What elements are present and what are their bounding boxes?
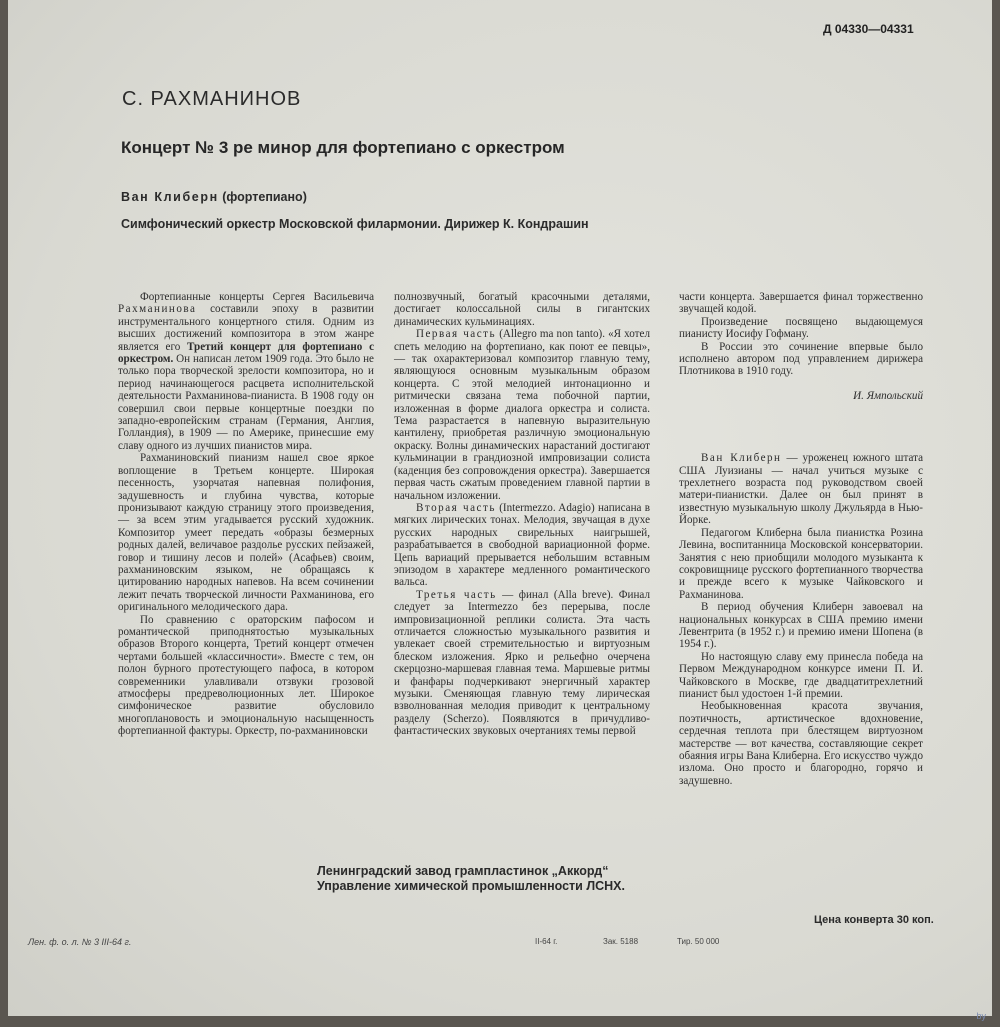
orchestra-line: Симфонический оркестр Московской филармонии. Дирижер К. Кондрашин bbox=[121, 217, 589, 231]
notes-text: Он написан летом 1909 года. Это было не только пора творческой зрелости композитора, но и период начинающегося расцвета исполнительской деятельности Рахманинова-пианиста. В 1908 году он совершил свои первые концертные поездки по западно-европейским странам (Германия, Англия, Голландия), в 1909 — по Америке, принесшие ему славу одного из лучших пианистов мира. bbox=[118, 353, 374, 452]
print-run: Тир. 50 000 bbox=[677, 937, 720, 946]
manufacturer-name: Ленинградский завод грампластинок „Аккорд“ bbox=[317, 864, 609, 878]
soloist-role: (фортепиано) bbox=[222, 190, 307, 204]
print-license: Лен. ф. о. л. № 3 III-64 г. bbox=[28, 937, 132, 947]
composer-spaced-name: Рахманинова bbox=[118, 303, 197, 316]
notes-text: составили эпоху в развитии инструментального концертного стиля. Одним из высших достижений композитора в этом жанре является его bbox=[118, 303, 374, 353]
sleeve-price: Цена конверта 30 коп. bbox=[814, 914, 934, 926]
performer-spaced-name: Ван Клиберн bbox=[701, 452, 782, 465]
manufacturer-authority: Управление химической промышленности ЛСНХ. bbox=[317, 879, 625, 893]
notes-column-2 bbox=[394, 291, 650, 738]
manufacturer-block bbox=[317, 864, 625, 894]
notes-text: — финал (Alla breve). Финал следует за Intermezzo без перерыва, после импровизационной реплики солиста. Эта часть отличается сложностью музыкального развития и увлекает своей стремительностью и виртуозным блеском изложения. Ярко и рельефно очерчена скерцозно-маршевая главная тема. Маршевые ритмы и фанфары подчеркивают энергичный характер музыки. Сменяющая главную тему лирическая взволнованная мелодия приводит к центральному разделу (Scherzo). Появляются в причудливо-фантастических звуковых очертаниях темы первой bbox=[394, 588, 650, 738]
notes-paragraph bbox=[394, 502, 650, 589]
watermark: by bbox=[976, 1011, 986, 1021]
author-signature: И. Ямпольский bbox=[853, 389, 923, 402]
composer-name: С. РАХМАНИНОВ bbox=[122, 88, 302, 110]
notes-paragraph bbox=[394, 328, 650, 502]
notes-paragraph bbox=[679, 452, 923, 526]
notes-paragraph: Необыкновенная красота звучания, поэтичность, артистическое вдохновение, сердечная теплота при блестящем виртуозном мастерстве — вот качества, составляющие секрет обаяния игры Вана Клиберна. Его искусство чуждо излома. Оно просто и благородно, горячо и задушевно. bbox=[679, 700, 923, 787]
soloist-line bbox=[121, 190, 307, 204]
notes-paragraph bbox=[118, 291, 374, 452]
notes-paragraph: В период обучения Клиберн завоевал на национальных конкурсах в США премию имени Левентрита (в 1952 г.) и премию имени Шопена (в 1954 г.). bbox=[679, 601, 923, 651]
notes-paragraph: Произведение посвящено выдающемуся пианисту Иосифу Гофману. bbox=[679, 315, 923, 341]
catalog-number: Д 04330—04331 bbox=[823, 22, 914, 36]
notes-text: — уроженец южного штата США Луизианы — начал учиться музыке с трехлетнего возраста под руководством своей матери-пианистки. Далее он был принят в известную музыкальную школу Джульярда в Нью-Йорке. bbox=[679, 452, 924, 527]
notes-paragraph: части концерта. Завершается финал торжественно звучащей кодой. bbox=[679, 291, 923, 316]
performer-biography bbox=[679, 452, 923, 787]
notes-paragraph: Рахманиновский пианизм нашел свое яркое воплощение в Третьем концерте. Широкая песенность, узорчатая напевная полифония, задушевность и глубина чувства, которые пронизывают каждую страницу этого произведения, — за всем этим угадывается русский художник. Композитор умеет передать «образы безмерных родных далей, величавое раздолье русских пейзажей, говор и тишину лесов и полей» (Асафьев) своим, рахманиновским языком, не обращаясь к цитированию народных напевов. На всем сочинении лежит печать творческой личности Рахманинова, его оригинального мелодического дара. bbox=[118, 452, 374, 614]
work-bold-mention: Третий концерт для фортепиано с оркестром. bbox=[118, 340, 374, 366]
soloist-name: Ван Клиберн bbox=[121, 190, 219, 204]
notes-paragraph: Но настоящую славу ему принесла победа на Первом Международном конкурсе имени П. И. Чайковского в Москве, где двадцатитрехлетний пианист был удостоен 1-й премии. bbox=[679, 650, 923, 700]
record-sleeve-back bbox=[8, 0, 992, 1016]
work-title: Концерт № 3 ре минор для фортепиано с оркестром bbox=[121, 138, 565, 157]
notes-paragraph: В России это сочинение впервые было исполнено автором под управлением дирижера Плотникова в 1910 году. bbox=[679, 340, 923, 378]
notes-column-1 bbox=[118, 291, 374, 738]
notes-paragraph: Педагогом Клиберна была пианистка Розина Левина, воспитанница Московской консерватории. Занятия с нею приобщили молодого музыканта к сокровищнице русского фортепианного творчества и прежде всего к музыке Чайковского и Рахманинова. bbox=[679, 526, 923, 601]
notes-paragraph: полнозвучный, богатый красочными деталями, достигает колоссальной силы в гигантских динамических кульминациях. bbox=[394, 291, 650, 328]
notes-paragraph: По сравнению с ораторским пафосом и романтической приподнятостью музыкальных образов Второго концерта, Третий концерт отмечен чертами большей «классичности». Вместе с тем, он полон бурного протестующего пафоса, в котором современники улавливали отзвуки грозовой атмосферы предреволюционных лет. Широкое симфоническое развитие обусловило многоплановость и эмоциональную насыщенность фортепианной фактуры. Оркестр, по-рахманиновски bbox=[118, 613, 374, 738]
notes-column-3 bbox=[679, 291, 923, 787]
notes-text: (Allegro ma non tanto). «Я хотел спеть мелодию на фортепиано, как поют ее певцы», — так охарактеризовал композитор главную тему, являющуюся основным музыкальным образом концерта. С этой мелодией интонационно и ритмически связана тема побочной партии, изложенная в форме диалога оркестра и солиста. Тема разрастается в напевную выразительную кантилену, приобретая различную эмоциональную окраску. Волны динамических нарастаний достигают кульминации в грандиозной импровизации солиста (каденция без сопровождения оркестра). Завершается первая часть сжатым проведением главной партии в начальном изложении. bbox=[394, 328, 650, 502]
notes-text: Фортепианные концерты Сергея Васильевича bbox=[140, 291, 374, 303]
order-number: Зак. 5188 bbox=[603, 937, 639, 946]
movement-label: Третья часть bbox=[416, 588, 497, 601]
movement-label: Вторая часть bbox=[416, 501, 496, 514]
print-date: II-64 г. bbox=[535, 937, 558, 946]
movement-label: Первая часть bbox=[416, 328, 497, 341]
notes-text: (Intermezzo. Adagio) написана в мягких лирических тонах. Мелодия, звучащая в духе русских народных свирельных наигрышей, разрабатывается в свободной вариационной форме. Цепь вариаций прерывается небольшим вставным эпизодом в характере медленного романтического вальса. bbox=[394, 501, 650, 589]
notes-paragraph bbox=[394, 589, 650, 738]
